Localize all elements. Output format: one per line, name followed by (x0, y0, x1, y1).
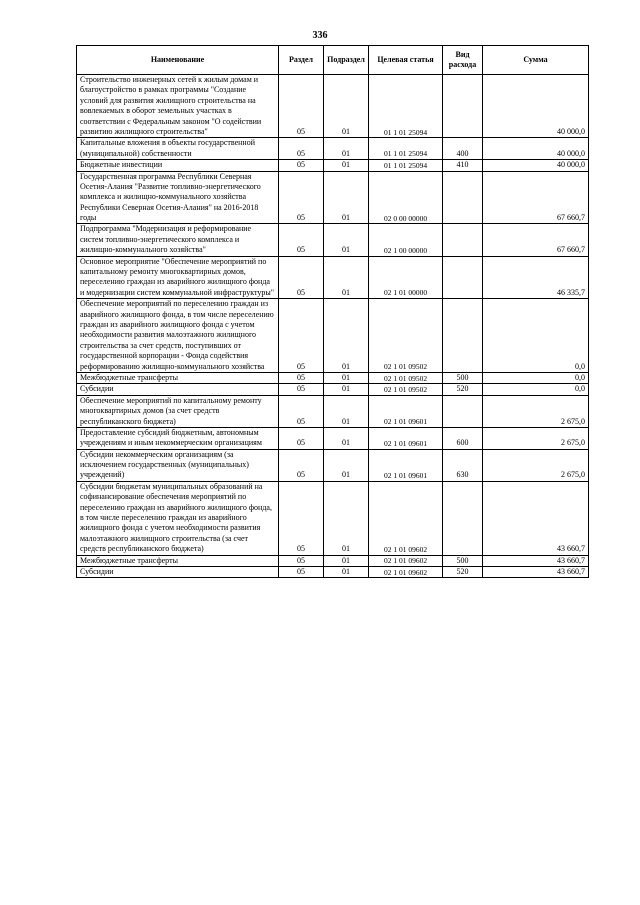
row-name: Субсидии (77, 566, 279, 577)
row-target-article: 02 1 01 09602 (369, 481, 443, 555)
row-target-article: 02 1 01 09602 (369, 566, 443, 577)
row-target-article: 02 1 01 09502 (369, 384, 443, 395)
row-section: 05 (279, 75, 324, 138)
row-target-article: 02 1 01 09502 (369, 372, 443, 383)
row-target-article: 02 1 01 09601 (369, 449, 443, 481)
table-row (77, 372, 589, 383)
row-name: Подпрограмма "Модернизация и реформирование систем топливно-энергетического комплекса и жилищно-коммунального хозяйства" (77, 224, 279, 256)
row-subsection: 01 (324, 427, 369, 449)
row-expense-type: 410 (443, 160, 483, 171)
row-amount: 0,0 (483, 384, 589, 395)
row-subsection: 01 (324, 372, 369, 383)
table-row (77, 427, 589, 449)
table-row (77, 566, 589, 577)
row-name: Строительство инженерных сетей к жилым домам и благоустройство в рамках программы "Создание условий для развития жилищного строительства на вовлекаемых в оборот земельных участках в соответствии с Федеральным законом "О содействии развитию жилищного строительства" (77, 75, 279, 138)
row-expense-type (443, 75, 483, 138)
row-target-article: 01 1 01 25094 (369, 160, 443, 171)
row-subsection: 01 (324, 384, 369, 395)
row-section: 05 (279, 299, 324, 373)
row-amount: 0,0 (483, 299, 589, 373)
row-subsection: 01 (324, 224, 369, 256)
row-target-article: 02 1 01 09502 (369, 299, 443, 373)
row-section: 05 (279, 224, 324, 256)
row-amount: 43 660,7 (483, 481, 589, 555)
header-subsection: Подраздел (324, 46, 369, 75)
row-name: Обеспечение мероприятий по переселению граждан из аварийного жилищного фонда, в том числе переселению граждан из аварийного жилищного фонда с учетом необходимости развития малоэтажного жилищного строительства за счет средств, поступивших от государственной корпорации - Фонда содействия реформированию жилищно-коммунального хозяйства (77, 299, 279, 373)
row-name: Основное мероприятие "Обеспечение мероприятий по капитальному ремонту многоквартирных домов, переселению граждан из аварийного жилищного фонда и модернизации систем коммунальной инфраструктуры" (77, 256, 279, 299)
table-row (77, 555, 589, 566)
row-expense-type (443, 224, 483, 256)
row-subsection: 01 (324, 395, 369, 427)
table-row (77, 138, 589, 160)
page-number: 336 (312, 30, 328, 41)
row-name: Обеспечение мероприятий по капитальному ремонту многоквартирных домов (за счет средств республиканского бюджета) (77, 395, 279, 427)
row-subsection: 01 (324, 299, 369, 373)
header-target-article: Целевая статья (369, 46, 443, 75)
row-name: Капитальные вложения в объекты государственной (муниципальной) собственности (77, 138, 279, 160)
row-expense-type: 500 (443, 372, 483, 383)
row-section: 05 (279, 566, 324, 577)
row-subsection: 01 (324, 449, 369, 481)
row-target-article: 02 1 01 09601 (369, 395, 443, 427)
table-row (77, 481, 589, 555)
row-amount: 46 335,7 (483, 256, 589, 299)
row-section: 05 (279, 449, 324, 481)
row-target-article: 02 1 00 00000 (369, 224, 443, 256)
row-subsection: 01 (324, 171, 369, 224)
budget-table (76, 45, 589, 578)
table-row (77, 384, 589, 395)
row-section: 05 (279, 481, 324, 555)
row-section: 05 (279, 384, 324, 395)
row-name: Субсидии (77, 384, 279, 395)
row-subsection: 01 (324, 138, 369, 160)
row-section: 05 (279, 138, 324, 160)
row-section: 05 (279, 256, 324, 299)
row-name: Предоставление субсидий бюджетным, автономным учреждениям и иным некоммерческим организациям (77, 427, 279, 449)
row-expense-type: 520 (443, 566, 483, 577)
row-target-article: 02 1 01 00000 (369, 256, 443, 299)
row-expense-type: 400 (443, 138, 483, 160)
row-amount: 2 675,0 (483, 449, 589, 481)
table-row (77, 160, 589, 171)
row-expense-type (443, 171, 483, 224)
row-subsection: 01 (324, 481, 369, 555)
row-expense-type: 600 (443, 427, 483, 449)
table-row (77, 449, 589, 481)
row-amount: 0,0 (483, 372, 589, 383)
row-expense-type: 500 (443, 555, 483, 566)
row-name: Государственная программа Республики Северная Осетия-Алания "Развитие топливно-энергетического комплекса и жилищно-коммунального хозяйства Республики Северная Осетия-Алания" на 2016-2018 годы (77, 171, 279, 224)
table-row (77, 256, 589, 299)
row-name: Межбюджетные трансферты (77, 555, 279, 566)
row-expense-type: 520 (443, 384, 483, 395)
row-expense-type (443, 299, 483, 373)
row-name: Субсидии бюджетам муниципальных образований на софинансирование обеспечения мероприятий по переселению граждан из аварийного жилищного фонда, в том числе переселению граждан из аварийного жилищного фонда с учетом необходимости развития малоэтажного жилищного строительства (за счет средств республиканского бюджета) (77, 481, 279, 555)
row-subsection: 01 (324, 160, 369, 171)
row-section: 05 (279, 395, 324, 427)
row-target-article: 02 0 00 00000 (369, 171, 443, 224)
header-amount: Сумма (483, 46, 589, 75)
row-subsection: 01 (324, 566, 369, 577)
header-expense-type: Вид расхода (443, 46, 483, 75)
row-amount: 2 675,0 (483, 395, 589, 427)
row-subsection: 01 (324, 256, 369, 299)
header-section: Раздел (279, 46, 324, 75)
row-amount: 43 660,7 (483, 555, 589, 566)
row-amount: 2 675,0 (483, 427, 589, 449)
row-expense-type (443, 481, 483, 555)
row-amount: 43 660,7 (483, 566, 589, 577)
table-row (77, 75, 589, 138)
row-amount: 40 000,0 (483, 138, 589, 160)
row-expense-type: 630 (443, 449, 483, 481)
row-name: Межбюджетные трансферты (77, 372, 279, 383)
row-target-article: 02 1 01 09601 (369, 427, 443, 449)
row-name: Субсидии некоммерческим организациям (за исключением государственных (муниципальных) учреждений) (77, 449, 279, 481)
row-name: Бюджетные инвестиции (77, 160, 279, 171)
row-section: 05 (279, 427, 324, 449)
row-target-article: 02 1 01 09602 (369, 555, 443, 566)
table-row (77, 299, 589, 373)
table-row (77, 395, 589, 427)
row-section: 05 (279, 555, 324, 566)
row-target-article: 01 1 01 25094 (369, 138, 443, 160)
row-section: 05 (279, 171, 324, 224)
row-expense-type (443, 395, 483, 427)
header-name: Наименование (77, 46, 279, 75)
table-header-row (77, 46, 589, 75)
row-amount: 40 000,0 (483, 75, 589, 138)
table-row (77, 224, 589, 256)
row-amount: 40 000,0 (483, 160, 589, 171)
row-target-article: 01 1 01 25094 (369, 75, 443, 138)
row-subsection: 01 (324, 75, 369, 138)
row-amount: 67 660,7 (483, 171, 589, 224)
row-amount: 67 660,7 (483, 224, 589, 256)
row-section: 05 (279, 372, 324, 383)
row-section: 05 (279, 160, 324, 171)
table-row (77, 171, 589, 224)
row-subsection: 01 (324, 555, 369, 566)
row-expense-type (443, 256, 483, 299)
